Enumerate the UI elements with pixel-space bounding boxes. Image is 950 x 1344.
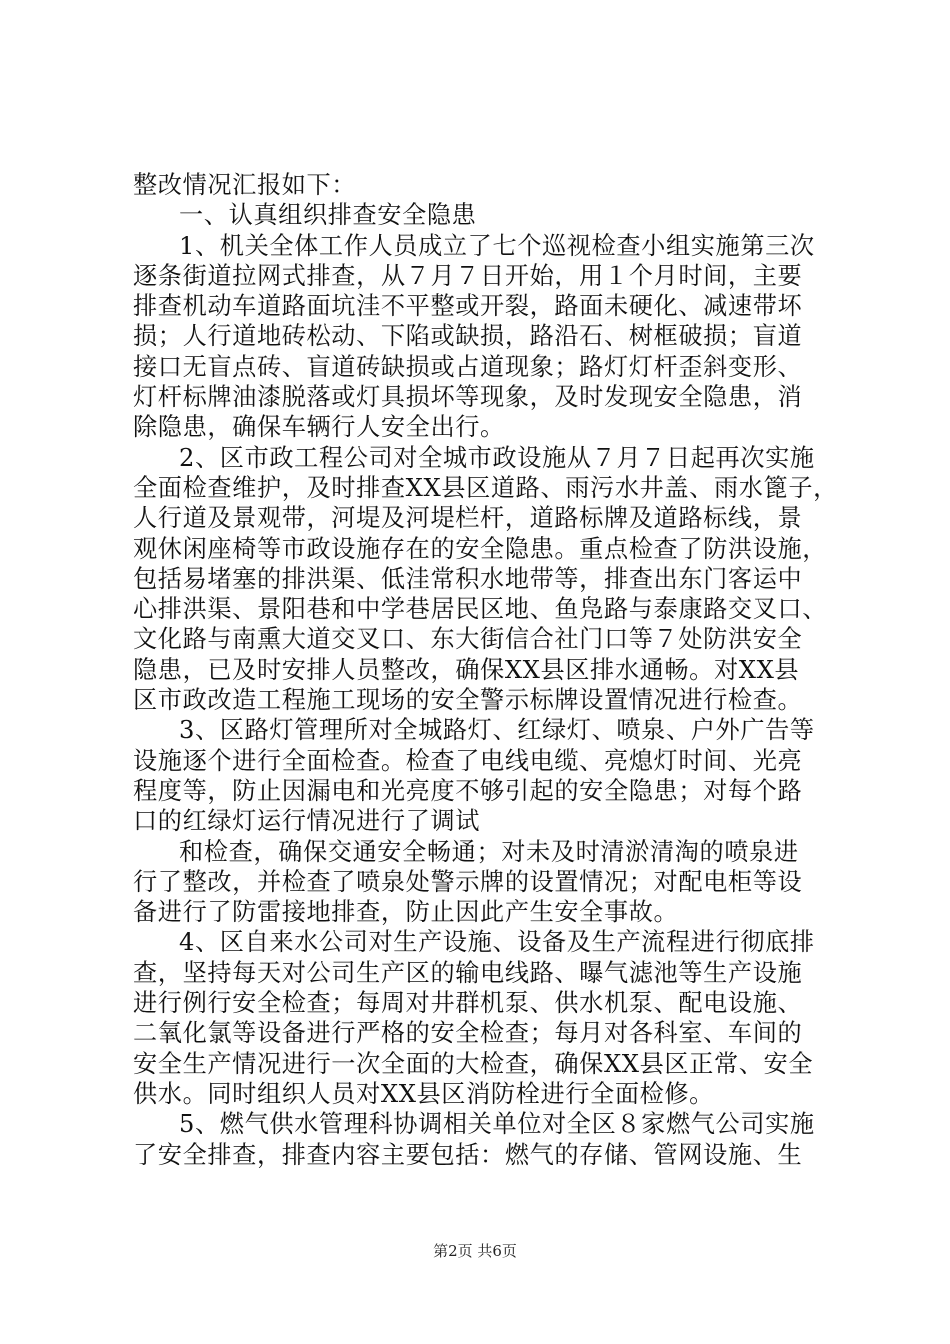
- text-line: 包括易堵塞的排洪渠、低洼常积水地带等，排查出东门客运中: [133, 564, 803, 593]
- text-line: 全面检查维护，及时排查XX县区道路、雨污水井盖、雨水篦子，: [133, 473, 838, 502]
- paragraph-5-start: 5、燃气供水管理科协调相关单位对全区８家燃气公司实施: [179, 1110, 815, 1139]
- text-line: 备进行了防雷接地排查，防止因此产生安全事故。: [133, 898, 679, 927]
- text-line: 除隐患，确保车辆行人安全出行。: [133, 413, 505, 442]
- section-heading: 一、认真组织排查安全隐患: [179, 201, 477, 230]
- text-line: 安全生产情况进行一次全面的大检查，确保XX县区正常、安全: [133, 1049, 814, 1078]
- text-line: 人行道及景观带，河堤及河堤栏杆，道路标牌及道路标线，景: [133, 504, 803, 533]
- text-line: 设施逐个进行全面检查。检查了电线电缆、亮熄灯时间、光亮: [133, 746, 803, 775]
- text-line: 程度等，防止因漏电和光亮度不够引起的安全隐患；对每个路: [133, 776, 803, 805]
- paragraph-2-start: 2、区市政工程公司对全城市政设施从７月７日起再次实施: [179, 443, 815, 472]
- paragraph-3-start: 3、区路灯管理所对全城路灯、红绿灯、喷泉、户外广告等: [179, 716, 815, 745]
- text-line: 口的红绿灯运行情况进行了调试: [133, 807, 481, 836]
- text-line: 观休闲座椅等市政设施存在的安全隐患。重点检查了防洪设施，: [133, 534, 828, 563]
- document-body: [133, 170, 838, 1170]
- text-line: 查，坚持每天对公司生产区的输电线路、曝气滤池等生产设施: [133, 958, 803, 987]
- text-line: 文化路与南熏大道交叉口、东大街信合社门口等７处防洪安全: [133, 625, 803, 654]
- text-line: 了安全排查，排查内容主要包括：燃气的存储、管网设施、生: [133, 1140, 803, 1169]
- text-line: 进行例行安全检查；每周对井群机泵、供水机泵、配电设施、: [133, 989, 803, 1018]
- text-line: 二氧化氯等设备进行严格的安全检查；每月对各科室、车间的: [133, 1019, 803, 1048]
- paragraph-1-start: 1、机关全体工作人员成立了七个巡视检查小组实施第三次: [179, 231, 815, 260]
- text-line: 损；人行道地砖松动、下陷或缺损，路沿石、树框破损；盲道: [133, 322, 803, 351]
- text-line: 供水。同时组织人员对XX县区消防栓进行全面检修。: [133, 1079, 714, 1108]
- text-line: 整改情况汇报如下：: [133, 171, 357, 199]
- text-line: 行了整改，并检查了喷泉处警示牌的设置情况；对配电柜等设: [133, 867, 803, 896]
- text-line: 隐患，已及时安排人员整改，确保XX县区排水通畅。对XX县: [133, 655, 800, 684]
- text-line: 和检查，确保交通安全畅通；对未及时清淤清淘的喷泉进: [179, 837, 799, 866]
- text-line: 区市政改造工程施工现场的安全警示标牌设置情况进行检查。: [133, 686, 803, 715]
- page-number: 第2页 共6页: [433, 1242, 517, 1260]
- text-line: 灯杆标牌油漆脱落或灯具损坏等现象，及时发现安全隐患，消: [133, 383, 803, 412]
- text-line: 心排洪渠、景阳巷和中学巷居民区地、鱼凫路与泰康路交叉口、: [133, 595, 828, 624]
- paragraph-4-start: 4、区自来水公司对生产设施、设备及生产流程进行彻底排: [179, 928, 815, 957]
- text-line: 接口无盲点砖、盲道砖缺损或占道现象；路灯灯杆歪斜变形、: [133, 352, 803, 381]
- text-line: 逐条街道拉网式排查，从７月７日开始，用１个月时间，主要: [133, 261, 803, 290]
- text-line: 排查机动车道路面坑洼不平整或开裂，路面未硬化、减速带坏: [133, 292, 803, 321]
